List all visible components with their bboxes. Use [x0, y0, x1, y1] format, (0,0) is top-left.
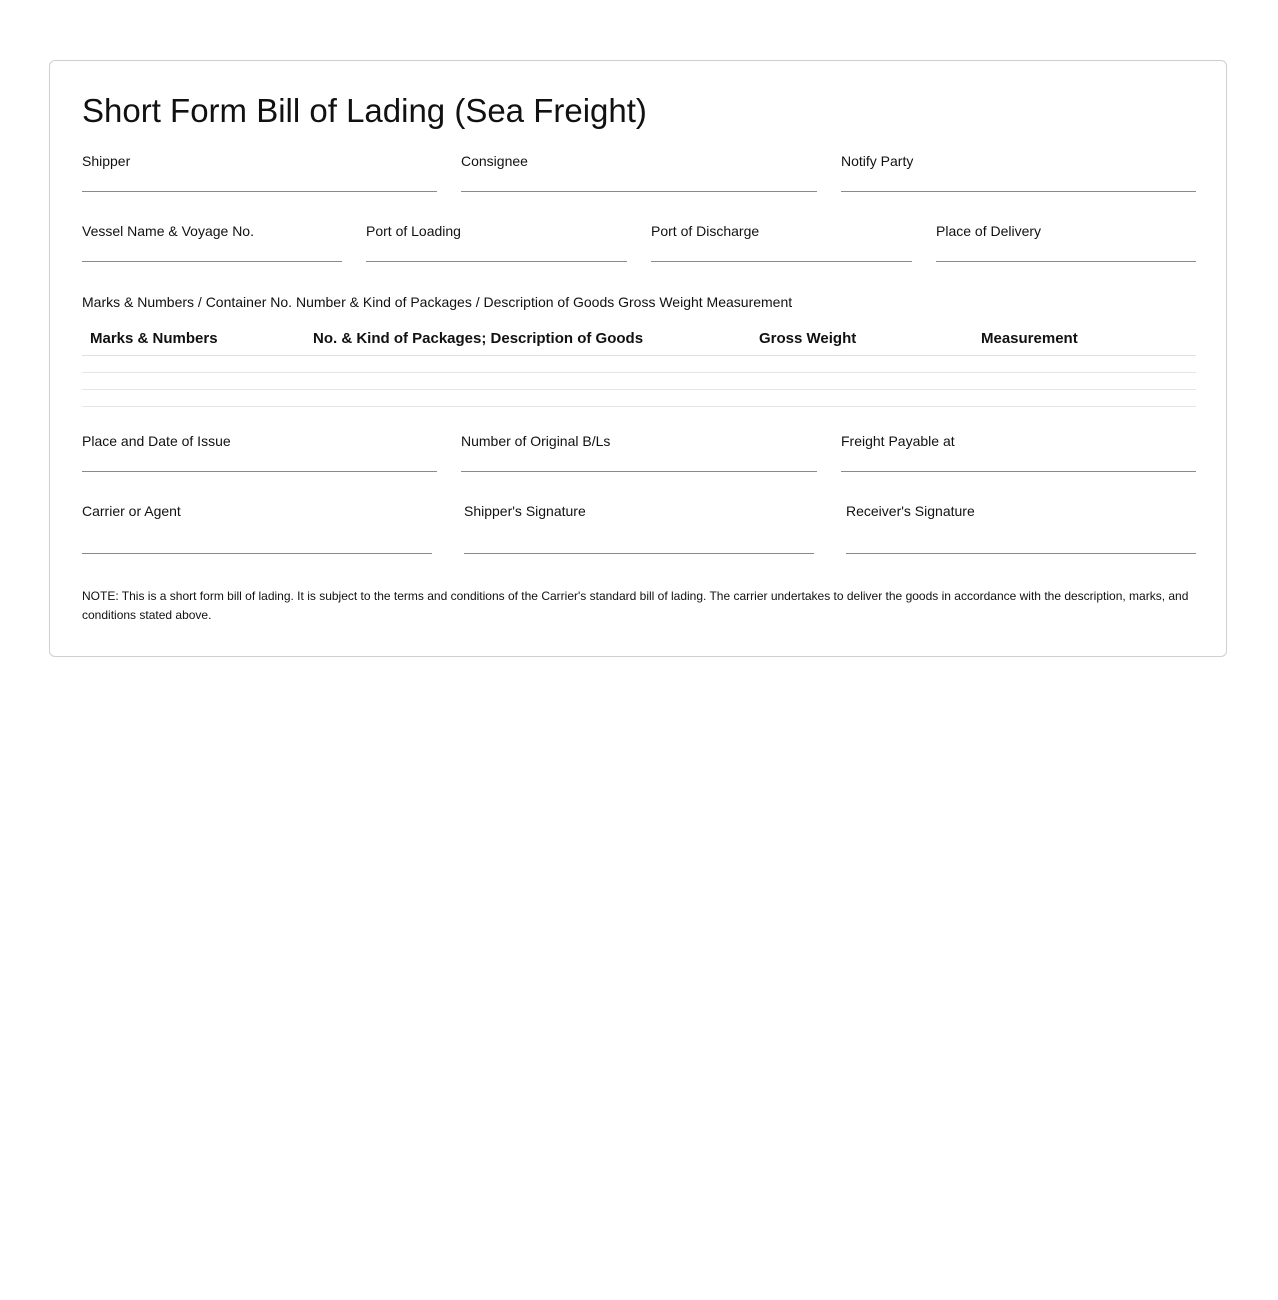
place-of-delivery-field[interactable] — [936, 223, 1196, 263]
table-row[interactable] — [82, 356, 1196, 373]
freight-payable-input-line[interactable] — [841, 471, 1196, 472]
notify-party-field[interactable] — [841, 153, 1196, 193]
table-row[interactable] — [82, 390, 1196, 407]
place-date-issue-field[interactable] — [82, 433, 437, 473]
notify-party-label: Notify Party — [841, 153, 914, 169]
receiver-signature-line[interactable] — [846, 553, 1196, 554]
port-of-discharge-input-line[interactable] — [651, 261, 912, 262]
column-header-gross-weight: Gross Weight — [759, 330, 857, 347]
place-date-issue-input-line[interactable] — [82, 471, 437, 472]
receiver-signature-field[interactable] — [846, 503, 1196, 555]
port-of-loading-input-line[interactable] — [366, 261, 627, 262]
consignee-label: Consignee — [461, 153, 528, 169]
port-of-loading-label: Port of Loading — [366, 223, 461, 239]
consignee-input-line[interactable] — [461, 191, 817, 192]
shipper-signature-line[interactable] — [464, 553, 814, 554]
freight-payable-field[interactable] — [841, 433, 1196, 473]
bill-of-lading-form — [49, 60, 1227, 657]
vessel-voyage-label: Vessel Name & Voyage No. — [82, 223, 254, 239]
column-header-marks: Marks & Numbers — [90, 330, 218, 347]
port-of-discharge-label: Port of Discharge — [651, 223, 760, 239]
vessel-voyage-input-line[interactable] — [82, 261, 342, 262]
table-row[interactable] — [82, 373, 1196, 390]
goods-caption: Marks & Numbers / Container No. Number & Kind of Packages / Description of Goods Gross Weight Measurement — [82, 294, 793, 310]
shipper-field[interactable] — [82, 153, 437, 193]
column-header-description: No. & Kind of Packages; Description of Goods — [313, 330, 644, 347]
shipper-label: Shipper — [82, 153, 131, 169]
receiver-signature-label: Receiver's Signature — [846, 503, 975, 519]
notify-party-input-line[interactable] — [841, 191, 1196, 192]
page-title: Short Form Bill of Lading (Sea Freight) — [82, 92, 647, 129]
place-of-delivery-label: Place of Delivery — [936, 223, 1042, 239]
vessel-voyage-field[interactable] — [82, 223, 342, 263]
original-bls-label: Number of Original B/Ls — [461, 433, 611, 449]
place-date-issue-label: Place and Date of Issue — [82, 433, 231, 449]
shipper-signature-field[interactable] — [464, 503, 814, 555]
terms-note: NOTE: This is a short form bill of lading. It is subject to the terms and conditions of the Carrier's standard bill of lading. The carrier undertakes to deliver the goods in accordance with the description, marks, and conditions stated above. — [82, 589, 1189, 622]
original-bls-field[interactable] — [461, 433, 817, 473]
column-header-measurement: Measurement — [981, 330, 1078, 347]
original-bls-input-line[interactable] — [461, 471, 817, 472]
carrier-agent-field[interactable] — [82, 503, 432, 555]
freight-payable-label: Freight Payable at — [841, 433, 955, 449]
carrier-signature-line[interactable] — [82, 553, 432, 554]
shipper-signature-label: Shipper's Signature — [464, 503, 586, 519]
shipper-input-line[interactable] — [82, 191, 437, 192]
goods-table — [82, 321, 1196, 407]
consignee-field[interactable] — [461, 153, 817, 193]
goods-table-header — [82, 321, 1196, 356]
carrier-agent-label: Carrier or Agent — [82, 503, 181, 519]
place-of-delivery-input-line[interactable] — [936, 261, 1196, 262]
port-of-loading-field[interactable] — [366, 223, 627, 263]
port-of-discharge-field[interactable] — [651, 223, 912, 263]
